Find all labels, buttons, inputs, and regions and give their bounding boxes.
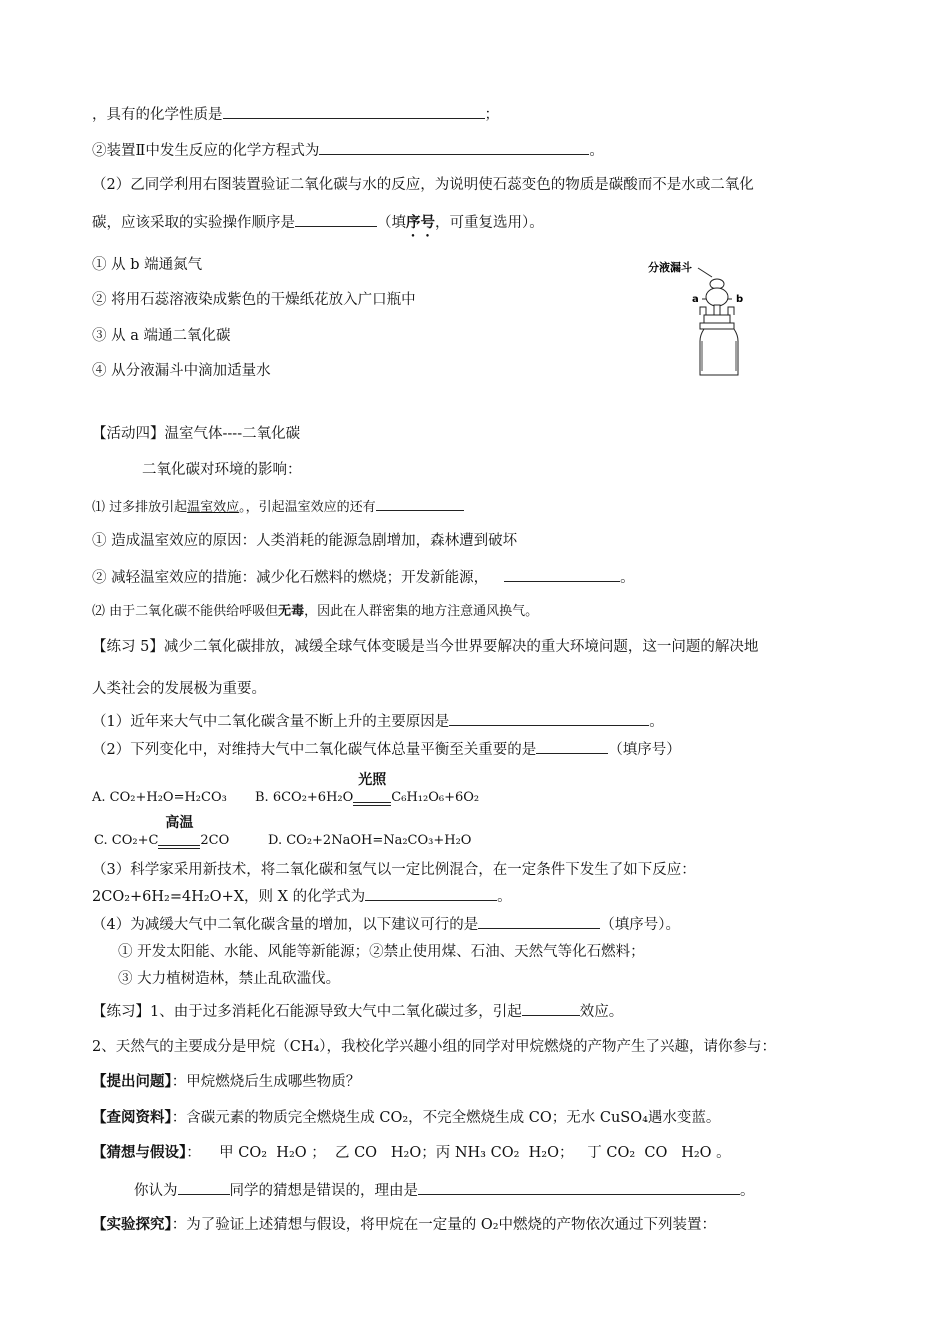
text: ：为了验证上述猜想与假设，将甲烷在一定量的 O₂中燃烧的产物依次通过下列装置：	[171, 1217, 717, 1233]
label-a: a	[692, 294, 699, 305]
section-label: 【查阅资料】	[92, 1109, 172, 1126]
tube-a	[700, 307, 706, 315]
condition-label: 光照	[358, 772, 387, 788]
answer-blank[interactable]	[365, 886, 497, 901]
answer-blank[interactable]	[418, 1180, 740, 1195]
answer-blank[interactable]	[178, 1180, 230, 1195]
text: ：含碳元素的物质完全燃烧生成 CO₂，不完全燃烧生成 CO；无水 CuSO₄遇水变蓝。	[171, 1110, 721, 1126]
question-3-formula	[92, 886, 512, 907]
text: （2）乙同学利用右图装置验证二氧化碳与水的反应，为说明使石蕊变色的物质是碳酸而不是水或二氧化	[92, 177, 754, 193]
text: ，因此在人群密集的地方注意通风换气。	[304, 604, 539, 619]
step-4	[92, 361, 271, 381]
text: ，可重复选用）。	[435, 215, 544, 231]
reference-info	[92, 1108, 720, 1128]
question-4-options	[118, 942, 645, 962]
question-2-order	[92, 212, 544, 240]
text: ： 甲 CO₂ H₂O ； 乙 CO H₂O；丙 NH₃ CO₂ H₂O； 丁 CO₂ CO H₂O 。	[186, 1145, 731, 1161]
question-4-options-2	[118, 969, 340, 989]
text: 【活动四】温室气体----二氧化碳	[92, 426, 301, 442]
text: 【练习 5】减少二氧化碳排放，减缓全球气体变暖是当今世界要解决的重大环境问题，这一问题的解决地	[92, 639, 759, 655]
text: D. CO₂+2NaOH=Na₂CO₃+H₂O	[268, 833, 472, 848]
text: ⑵ 由于二氧化碳不能供给呼吸但	[92, 604, 279, 619]
text: ② 减轻温室效应的措施：减少化石燃料的燃烧；开发新能源，	[92, 570, 489, 586]
text: 。	[589, 143, 604, 159]
text: ②装置Ⅱ中发生反应的化学方程式为	[92, 143, 320, 159]
answer-blank[interactable]	[504, 567, 620, 582]
option-c	[94, 815, 230, 851]
text: 二氧化碳对环境的影响：	[142, 462, 302, 478]
question-2-text	[92, 175, 754, 195]
emphasis-text: 序号	[406, 214, 435, 231]
equals-bar	[353, 802, 391, 806]
apparatus-figure	[640, 255, 770, 380]
option-a	[92, 788, 227, 808]
text: 2CO	[200, 833, 230, 848]
text: 人类社会的发展极为重要。	[92, 681, 266, 697]
co2-nontoxic	[92, 602, 538, 622]
text: C. CO₂+C	[94, 833, 159, 848]
exercise-5-cont	[92, 679, 266, 699]
text: ③ 大力植树造林，禁止乱砍滥伐。	[118, 971, 341, 987]
hypothesis	[92, 1143, 731, 1163]
answer-blank[interactable]	[376, 496, 464, 511]
option-b	[255, 772, 480, 808]
text: ① 从 b 端通氮气	[92, 257, 203, 273]
text: 效应。	[579, 1004, 624, 1020]
text: 。	[497, 889, 512, 905]
tube-b	[728, 307, 734, 315]
env-impact-heading	[142, 460, 302, 480]
text: （3）科学家采用新技术，将二氧化碳和氢气以一定比例混合，在一定条件下发生了如下反应：	[92, 862, 696, 878]
line-equation-ii	[92, 140, 604, 161]
experiment-inquiry	[92, 1215, 716, 1235]
step-1	[92, 255, 202, 275]
answer-blank[interactable]	[478, 914, 600, 929]
text: ，具有的化学性质是	[92, 107, 223, 123]
activity-4-heading	[92, 424, 300, 444]
greenhouse-cause	[92, 531, 517, 551]
text: 【练习】1、由于过多消耗化石能源导致大气中二氧化碳过多，引起	[92, 1004, 522, 1020]
text: 2CO₂+6H₂=4H₂O+X，则 X 的化学式为	[92, 889, 366, 905]
label-b: b	[736, 294, 744, 305]
equals-bar	[158, 845, 200, 849]
raise-question	[92, 1072, 360, 1092]
text: 。	[620, 570, 635, 586]
text: 碳，应该采取的实验操作顺序是	[92, 215, 295, 231]
line-chem-property	[92, 104, 499, 125]
reaction-condition	[158, 815, 200, 849]
text: ② 将用石蕊溶液染成紫色的干燥纸花放入广口瓶中	[92, 292, 416, 308]
step-3	[92, 326, 230, 346]
text: 2、天然气的主要成分是甲烷（CH₄），我校化学兴趣小组的同学对甲烷燃烧的产物产生了兴趣，请你参与：	[92, 1039, 777, 1055]
answer-blank[interactable]	[295, 212, 377, 227]
text: （填	[377, 215, 406, 231]
section-label: 【提出问题】	[92, 1073, 172, 1090]
funnel-stem	[714, 305, 720, 315]
practice-1	[92, 1001, 623, 1022]
question-3	[92, 860, 696, 880]
practice-2	[92, 1037, 776, 1057]
answer-blank[interactable]	[319, 140, 589, 155]
answer-blank[interactable]	[536, 739, 608, 754]
text: 。	[740, 1183, 755, 1199]
reaction-condition	[353, 772, 391, 806]
text: （2）下列变化中，对维持大气中二氧化碳气体总量平衡至关重要的是	[92, 742, 537, 758]
step-2	[92, 290, 416, 310]
answer-blank[interactable]	[522, 1001, 580, 1016]
bottle-neck	[700, 323, 734, 329]
text: 。，引起温室效应的还有	[239, 500, 376, 515]
text: （4）为减缓大气中二氧化碳含量的增加，以下建议可行的是	[92, 917, 479, 933]
section-label: 【实验探究】	[92, 1216, 172, 1233]
underlined-text: 温室效应	[187, 500, 240, 515]
answer-blank[interactable]	[449, 711, 649, 726]
text: 同学的猜想是错误的，理由是	[229, 1183, 418, 1199]
section-label: 【猜想与假设】	[92, 1144, 187, 1161]
text: B. 6CO₂+6H₂O	[255, 790, 354, 805]
greenhouse-measures	[92, 567, 635, 588]
text: （1）近年来大气中二氧化碳含量不断上升的主要原因是	[92, 714, 450, 730]
text: ① 开发太阳能、水能、风能等新能源；②禁止使用煤、石油、天然气等化石燃料；	[118, 944, 645, 960]
answer-blank[interactable]	[223, 104, 485, 119]
text: ③ 从 a 端通二氧化碳	[92, 328, 231, 344]
exercise-5	[92, 637, 758, 657]
text: ；	[484, 107, 499, 123]
text: 你认为	[134, 1183, 178, 1199]
text: 。	[649, 714, 664, 730]
question-1	[92, 711, 664, 732]
text: ：甲烷燃烧后生成哪些物质？	[171, 1074, 361, 1090]
text: A. CO₂+H₂O=H₂CO₃	[92, 790, 227, 805]
funnel-bulb	[706, 288, 728, 306]
condition-label: 高温	[165, 815, 194, 831]
text: ① 造成温室效应的原因：人类消耗的能源急剧增加，森林遭到破坏	[92, 533, 518, 549]
text: C₆H₁₂O₆+6O₂	[391, 790, 480, 805]
question-2	[92, 739, 681, 760]
option-d	[268, 831, 471, 851]
leader-line	[698, 268, 712, 277]
text: ④ 从分液漏斗中滴加适量水	[92, 363, 271, 379]
text: （填序号）	[608, 742, 681, 758]
text: ⑴ 过多排放引起	[92, 500, 188, 515]
question-4	[92, 914, 680, 935]
text: （填序号）。	[600, 917, 680, 933]
your-opinion	[134, 1180, 755, 1201]
bold-text: 无毒	[278, 604, 305, 619]
stopper	[704, 315, 730, 323]
bottle-body	[700, 329, 738, 375]
greenhouse-line-1	[92, 496, 464, 518]
figure-title: 分液漏斗	[648, 261, 692, 274]
